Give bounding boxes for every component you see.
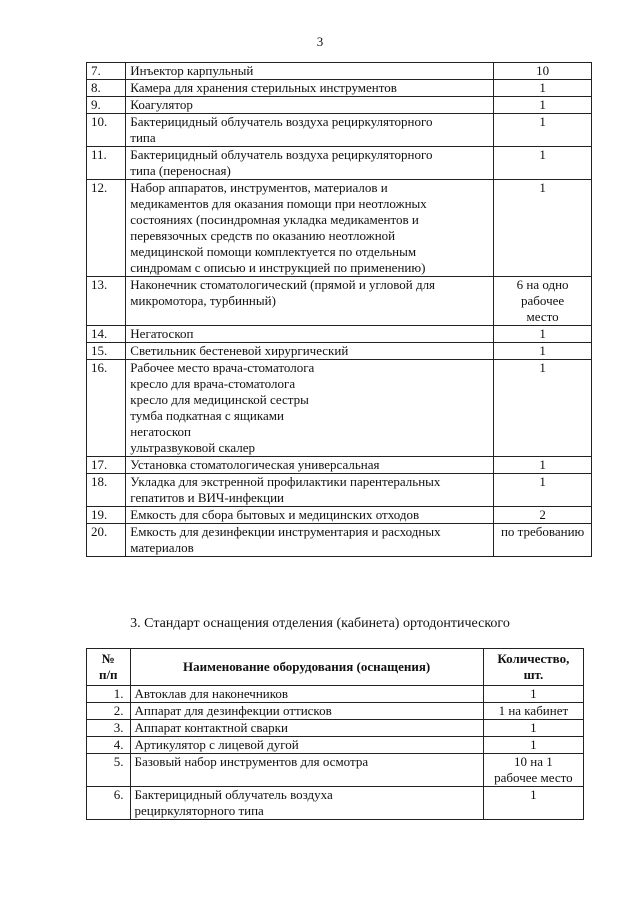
item-quantity [494,474,592,507]
page-number: 3 [316,34,324,49]
item-name [130,787,483,820]
item-quantity [494,114,592,147]
item-quantity [483,703,583,720]
table-row [87,737,584,754]
item-name-line: Аппарат контактной сварки [134,720,288,735]
item-quantity [494,457,592,474]
quantity-line: 1 [539,114,546,129]
orthodontic-equipment-table [86,648,584,820]
item-name-line: гепатитов и ВИЧ-инфекции [130,490,284,505]
quantity-line: рабочее место [494,770,573,785]
quantity-line: 1 [530,686,537,701]
quantity-line: 1 [539,326,546,341]
item-name-line: Инъектор карпульный [130,63,254,78]
item-name-line: Камера для хранения стерильных инструментов [130,80,397,95]
header-num: № п/п [87,649,131,686]
quantity-line: 1 [539,457,546,472]
row-number: 13. [87,277,126,326]
item-name [126,114,494,147]
item-name-line: материалов [130,540,194,555]
row-number: 10. [87,114,126,147]
quantity-line: 1 [530,737,537,752]
item-quantity [494,277,592,326]
quantity-line: 1 [539,360,546,375]
table-row [87,180,592,277]
item-name-line: типа [130,130,156,145]
quantity-line: 2 [539,507,546,522]
header-qty: Количество, шт. [483,649,583,686]
item-quantity [494,97,592,114]
item-name-line: ультразвуковой скалер [130,440,256,455]
row-number: 3. [87,720,131,737]
quantity-line: 1 [539,147,546,162]
item-quantity [494,343,592,360]
item-name-line: кресло для врача-стоматолога [130,376,296,391]
item-name-line: кресло для медицинской сестры [130,392,309,407]
row-number: 16. [87,360,126,457]
item-name-line: Набор аппаратов, инструментов, материалов и [130,180,388,195]
table-row [87,507,592,524]
item-quantity [494,524,592,557]
item-name [130,703,483,720]
item-quantity [494,63,592,80]
item-name-line: Бактерицидный облучатель воздуха [134,787,333,802]
quantity-line: 1 [539,97,546,112]
item-name-line: Аппарат для дезинфекции оттисков [134,703,332,718]
row-number: 2. [87,703,131,720]
quantity-line: 1 [539,474,546,489]
item-quantity [494,180,592,277]
quantity-line: по требованию [500,524,585,539]
table-row [87,686,584,703]
row-number: 19. [87,507,126,524]
item-name [126,507,494,524]
table-row [87,80,592,97]
table-row [87,787,584,820]
item-name-line: Коагулятор [130,97,193,112]
item-name-line: Установка стоматологическая универсальная [130,457,380,472]
item-name-line: медикаментов для оказания помощи при неотложных [130,196,427,211]
table-row [87,343,592,360]
header-name: Наименование оборудования (оснащения) [130,649,483,686]
item-quantity [494,507,592,524]
item-name [130,737,483,754]
item-name [130,754,483,787]
table-row [87,97,592,114]
table-row [87,114,592,147]
quantity-line: 1 [539,343,546,358]
item-name-line: перевязочных средств по оказанию неотложной [130,228,396,243]
quantity-line: 1 [539,180,546,195]
item-quantity [483,787,583,820]
row-number: 4. [87,737,131,754]
row-number: 5. [87,754,131,787]
row-number: 14. [87,326,126,343]
quantity-line: 1 [530,720,537,735]
row-number: 20. [87,524,126,557]
item-name [126,97,494,114]
quantity-line: 10 [536,63,550,78]
item-quantity [483,720,583,737]
item-name [126,326,494,343]
table-row [87,277,592,326]
item-name-line: Укладка для экстренной профилактики парентеральных [130,474,441,489]
item-name [126,180,494,277]
item-name-line: Бактерицидный облучатель воздуха рециркуляторного [130,114,433,129]
table-row [87,720,584,737]
item-name [126,474,494,507]
table-row [87,63,592,80]
item-quantity [483,754,583,787]
table-row [87,703,584,720]
item-name [126,80,494,97]
quantity-line: 1 на кабинет [498,703,569,718]
item-name-line: Бактерицидный облучатель воздуха рециркуляторного [130,147,433,162]
table-row [87,754,584,787]
item-name-line: синдромам с описью и инструкцией по применению) [130,260,426,275]
section-title: 3. Стандарт оснащения отделения (кабинета) ортодонтического [130,616,510,631]
item-quantity [494,147,592,180]
row-number: 17. [87,457,126,474]
row-number: 6. [87,787,131,820]
item-quantity [494,326,592,343]
item-name-line: типа (переносная) [130,163,231,178]
item-name-line: тумба подкатная с ящиками [130,408,284,423]
row-number: 9. [87,97,126,114]
table-row [87,147,592,180]
item-name-line: Светильник бестеневой хирургический [130,343,349,358]
item-name [130,720,483,737]
row-number: 11. [87,147,126,180]
quantity-line: 10 на 1 [514,754,553,769]
row-number: 18. [87,474,126,507]
row-number: 12. [87,180,126,277]
item-name [126,457,494,474]
quantity-line: место [526,309,559,324]
row-number: 7. [87,63,126,80]
item-name-line: рециркуляторного типа [134,803,264,818]
item-name [126,343,494,360]
item-name-line: Негатоскоп [130,326,194,341]
table-row [87,360,592,457]
table-row [87,474,592,507]
table-row [87,457,592,474]
quantity-line: рабочее [521,293,565,308]
item-name [126,360,494,457]
item-name-line: Автоклав для наконечников [134,686,289,701]
item-name [126,277,494,326]
item-name-line: Артикулятор с лицевой дугой [134,737,299,752]
table-row [87,524,592,557]
item-quantity [483,737,583,754]
item-name-line: Базовый набор инструментов для осмотра [134,754,369,769]
item-name-line: Наконечник стоматологический (прямой и угловой для [130,277,436,292]
item-name-line: Емкость для сбора бытовых и медицинских отходов [130,507,420,522]
row-number: 8. [87,80,126,97]
item-name [126,147,494,180]
item-quantity [483,686,583,703]
item-name-line: медицинской помощи комплектуется по отдельным [130,244,417,259]
quantity-line: 1 [530,787,537,802]
table-row [87,326,592,343]
row-number: 15. [87,343,126,360]
item-quantity [494,80,592,97]
equipment-table-continued [86,62,592,557]
item-name-line: негатоскоп [130,424,192,439]
item-name [126,524,494,557]
item-name-line: Рабочее место врача-стоматолога [130,360,315,375]
quantity-line: 6 на одно [516,277,569,292]
item-quantity [494,360,592,457]
item-name-line: Емкость для дезинфекции инструментария и расходных [130,524,441,539]
row-number: 1. [87,686,131,703]
table-header-row [87,649,584,686]
item-name-line: микромотора, турбинный) [130,293,276,308]
item-name [126,63,494,80]
quantity-line: 1 [539,80,546,95]
item-name-line: состояниях (посиндромная укладка медикаментов и [130,212,419,227]
item-name [130,686,483,703]
